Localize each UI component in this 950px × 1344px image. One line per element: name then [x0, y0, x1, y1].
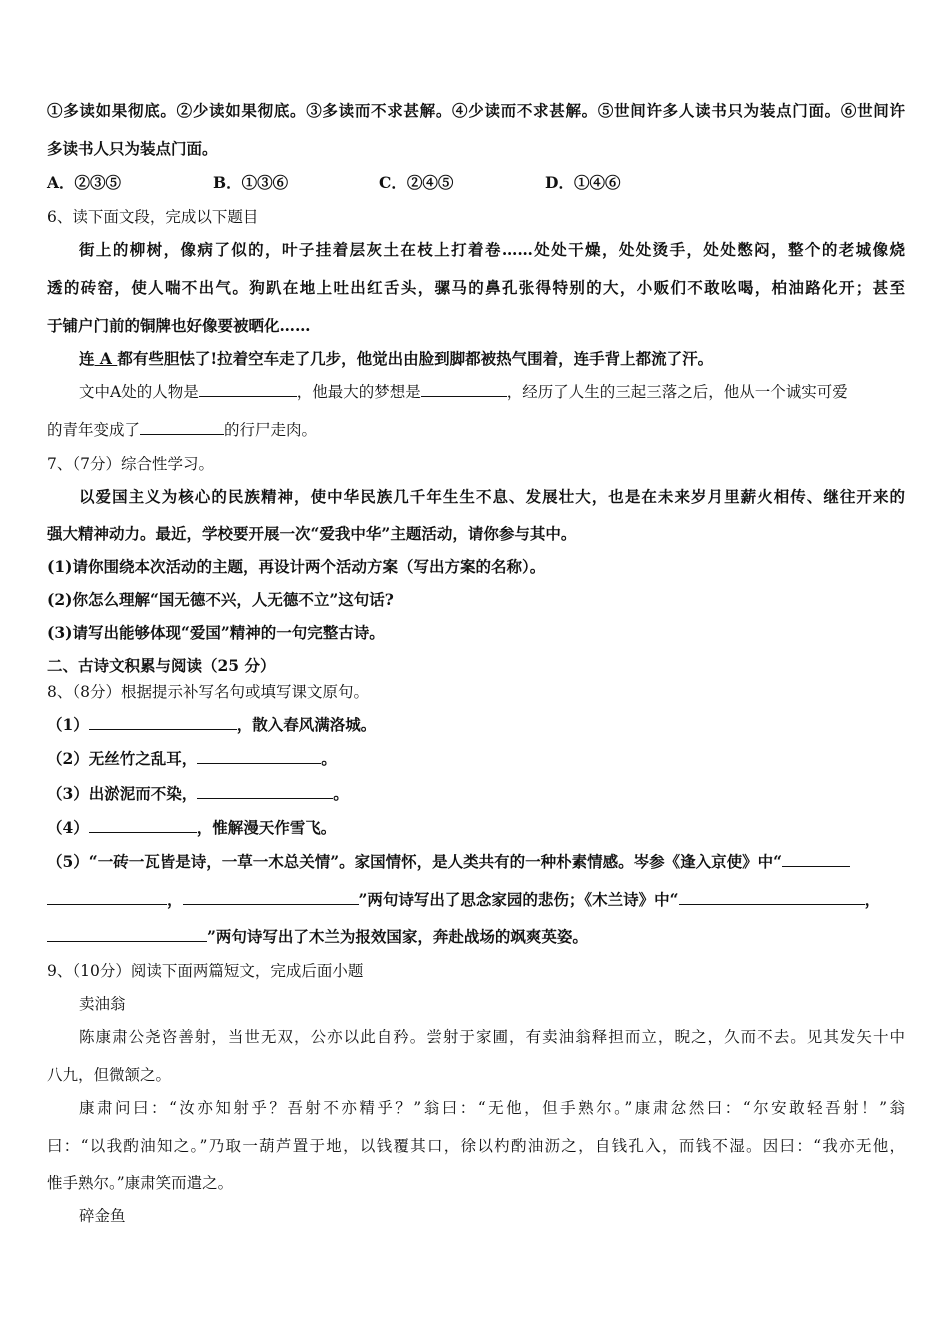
q6-passage-line2: 透的砖窑，使人喘不出气。狗趴在地上吐出红舌头，骡马的鼻孔张得特别的大，小贩们不敢吆喝，柏油路化开；甚至: [47, 278, 905, 297]
q7-title: 7、（7分）综合性学习。: [47, 455, 214, 473]
q6-question-text-d: 的青年变成了: [47, 421, 141, 439]
q8-item3-text: （3）出淤泥而不染，: [47, 784, 198, 803]
q8-item2-end: 。: [321, 749, 337, 768]
q6-para2-rest: 都有些胆怯了!拉着空车走了几步，他觉出由脸到脚都被热气围着，连手背上都流了汗。: [117, 349, 714, 368]
q7-sub3: (3)请写出能够体现“爱国”精神的一句完整古诗。: [47, 623, 385, 642]
q8-item5-line1: [47, 852, 850, 872]
q8-item5-blank1-end[interactable]: [47, 890, 167, 905]
q8-item4: [47, 818, 336, 838]
q9-title: 9、（10分）阅读下面两篇短文，完成后面小题: [47, 962, 364, 980]
q8-item5-comma1: ，: [167, 890, 183, 909]
q8-item1-number: （1）: [47, 715, 89, 734]
q7-intro-line2: 强大精神动力。最近，学校要开展一次“爱我中华”主题活动，请你参与其中。: [47, 524, 577, 543]
q8-item5-blank4[interactable]: [47, 927, 207, 942]
q6-title: 6、读下面文段，完成以下题目: [47, 208, 259, 226]
q8-item2-text: （2）无丝竹之乱耳，: [47, 749, 198, 768]
q8-item5-blank1-start[interactable]: [782, 852, 850, 867]
q8-item5-blank2[interactable]: [183, 890, 359, 905]
q8-item1: [47, 715, 376, 735]
q6-question-text-c: ，经历了人生的三起三落之后，他从一个诚实可爱: [506, 383, 848, 401]
q8-item2: [47, 749, 337, 769]
q5-option-c[interactable]: C．②④⑤: [379, 173, 454, 192]
q8-item3-blank[interactable]: [197, 784, 333, 799]
q8-item4-text: ，惟解漫天作雪飞。: [196, 818, 337, 837]
q7-sub2: (2)你怎么理解“国无德不兴，人无德不立”这句话?: [47, 590, 394, 609]
q8-item1-blank[interactable]: [89, 715, 237, 730]
q8-item2-blank[interactable]: [197, 749, 321, 764]
q7-intro-line1: 以爱国主义为核心的民族精神，使中华民族几千年生生不息、发展壮大，也是在未来岁月里薪火相传、继往开来的: [79, 487, 905, 506]
q9-text1-title: 卖油翁: [79, 995, 126, 1013]
q9-text2-title: 碎金鱼: [79, 1207, 126, 1225]
q5-options: [47, 173, 620, 193]
q5-option-b[interactable]: B．①③⑥: [213, 173, 289, 192]
q8-item5-blank3[interactable]: [679, 890, 865, 905]
q8-item4-number: （4）: [47, 818, 89, 837]
q9-text1-para1-line1: 陈康肃公尧咨善射，当世无双，公亦以此自矜。尝射于家圃，有卖油翁释担而立，睨之，久而不去。见其发矢十中: [79, 1028, 905, 1046]
q8-item3-end: 。: [333, 784, 349, 803]
q6-question-text-b: ，他最大的梦想是: [296, 383, 421, 401]
q6-passage-line1: 街上的柳树，像病了似的，叶子挂着层灰土在枝上打着卷……处处干燥，处处烫手，处处憋闷，整个的老城像烧: [79, 240, 905, 259]
q8-item3: [47, 784, 349, 804]
q8-item4-blank[interactable]: [89, 818, 197, 833]
q6-blank-became[interactable]: [140, 420, 224, 435]
q5-statements-line2: 多读书人只为装点门面。: [47, 139, 218, 158]
q6-blank-a-marker: A: [94, 349, 118, 368]
q5-statements-line1: ①多读如果彻底。②少读如果彻底。③多读而不求甚解。④少读而不求甚解。⑤世间许多人读书只为装点门面。⑥世间许: [47, 101, 905, 120]
q6-para2-prefix: 连: [79, 349, 95, 368]
q9-text1-para1-line2: 八九，但微颔之。: [47, 1066, 172, 1084]
q6-passage-para2: [79, 349, 713, 369]
q8-title: 8、（8分）根据提示补写名句或填写课文原句。: [47, 683, 369, 701]
q6-question-line2: [47, 420, 317, 440]
q7-sub1: (1)请你围绕本次活动的主题，再设计两个活动方案（写出方案的名称）。: [47, 557, 546, 576]
q8-item1-text: ，散入春风满洛城。: [236, 715, 377, 734]
q8-item5-line3: [47, 927, 588, 947]
q6-question-text-a: 文中A处的人物是: [79, 383, 199, 401]
q8-item5-text1: （5）“一砖一瓦皆是诗，一草一木总关情”。家国情怀，是人类共有的一种朴素情感。岑参《逢入京使》中“: [47, 852, 783, 871]
q6-passage-line3: 于铺户门前的铜牌也好像要被晒化……: [47, 316, 311, 335]
q6-question-text-e: 的行尸走肉。: [224, 421, 318, 439]
q6-question-line1: [79, 382, 848, 402]
q8-item5-text3: ”两句诗写出了木兰为报效国家，奔赴战场的飒爽英姿。: [207, 927, 588, 946]
q5-option-a[interactable]: A．②③⑤: [47, 173, 122, 192]
q8-item5-text2: ”两句诗写出了思念家园的悲伤；《木兰诗》中“: [358, 890, 679, 909]
q9-text1-para2-line2: 曰：“以我酌油知之。”乃取一葫芦置于地，以钱覆其口，徐以杓酌油沥之，自钱孔入，而钱不湿。因曰：“我亦无他，: [47, 1137, 905, 1155]
q8-item5-comma2: ，: [864, 890, 881, 909]
q5-option-d[interactable]: D．①④⑥: [545, 173, 621, 192]
q9-text1-para2-line1: 康肃问曰：“汝亦知射乎？吾射不亦精乎？”翁曰：“无他，但手熟尔。”康肃忿然曰：“尔安敢轻吾射！”翁: [79, 1099, 905, 1117]
q9-text1-para2-line3: 惟手熟尔。”康肃笑而遣之。: [47, 1174, 234, 1192]
section-2-heading: 二、古诗文积累与阅读（25 分）: [47, 656, 276, 675]
q6-blank-dream[interactable]: [421, 382, 507, 397]
q6-blank-person[interactable]: [199, 382, 297, 397]
q8-item5-line2: [47, 890, 880, 910]
